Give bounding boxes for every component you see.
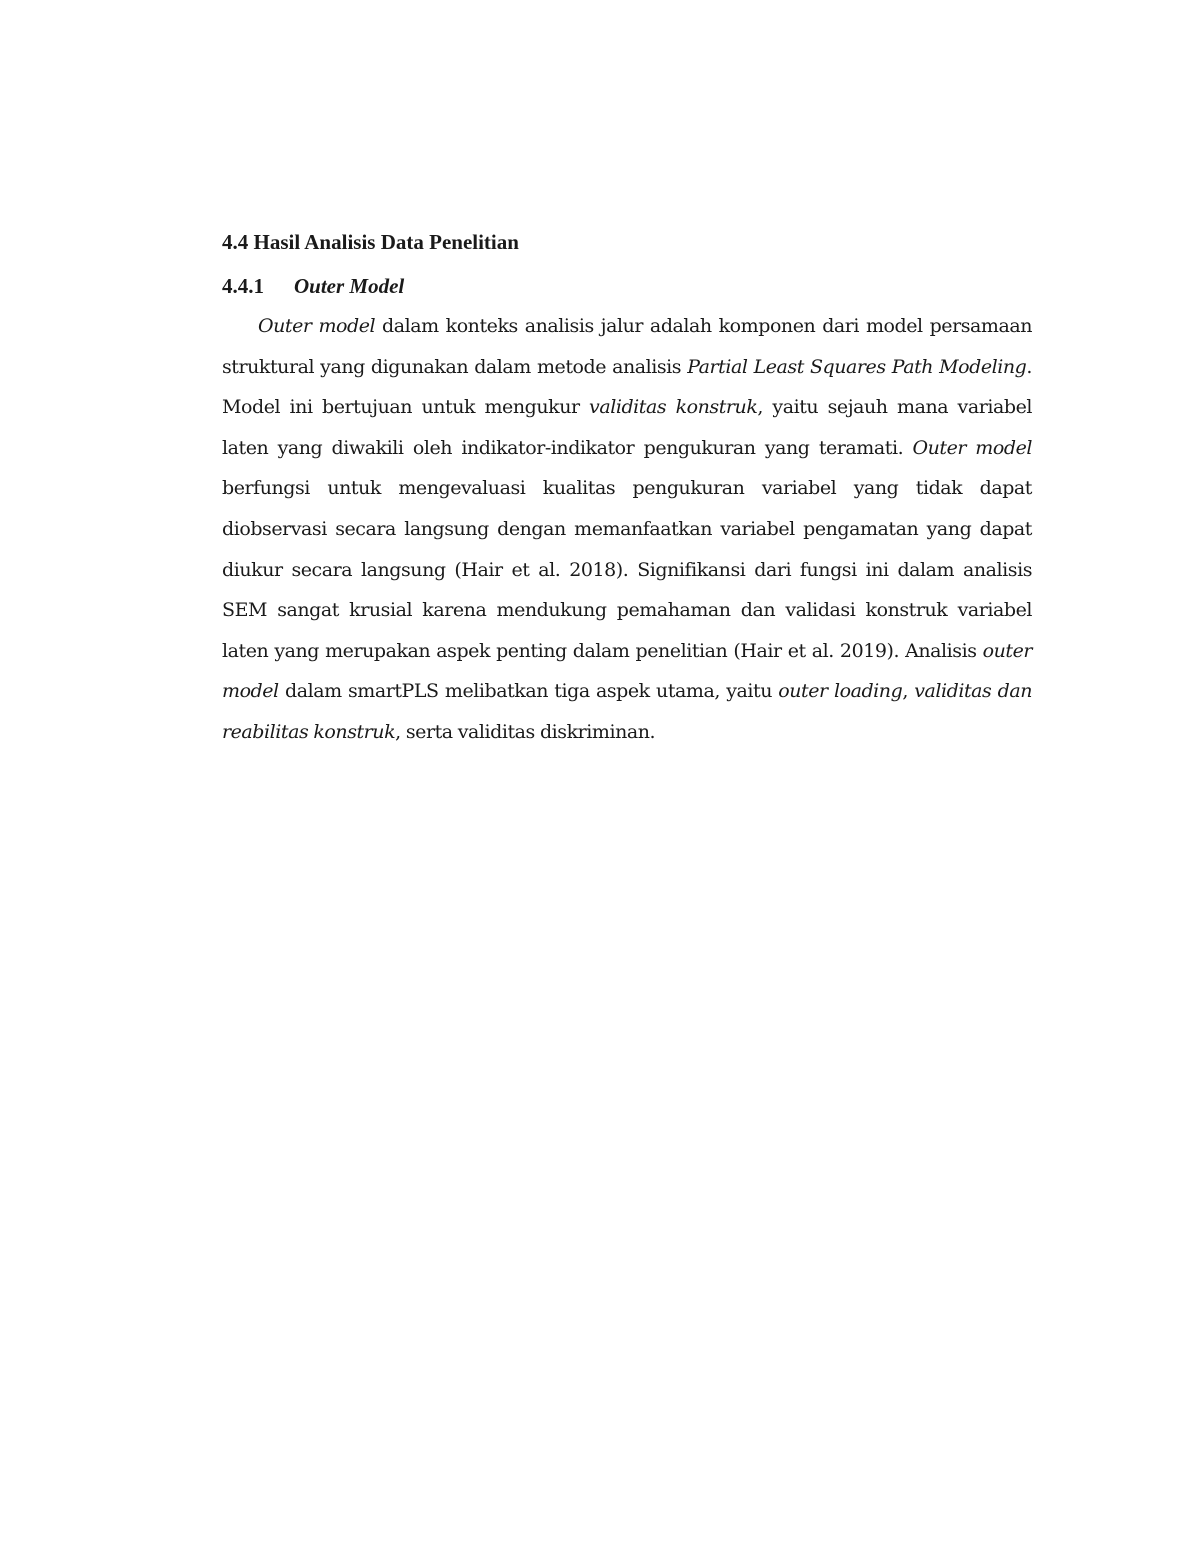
subsection-title: Outer Model <box>294 274 405 298</box>
text-run: berfungsi untuk mengevaluasi kualitas pengukuran variabel yang tidak dapat diobservasi secara langsung dengan memanfaatkan variabel pengamatan yang dapat diukur secara langsung (Hair et al. 2018). Signifikansi dari fungsi ini dalam analisis SEM sangat krusial karena mendukung pemahaman dan validasi konstruk variabel laten yang merupakan aspek penting dalam penelitian (Hair et al. 2019). Analisis <box>222 477 1032 662</box>
text-run: , serta validitas diskriminan. <box>395 720 656 743</box>
section-heading: 4.4 Hasil Analisis Data Penelitian <box>222 230 519 254</box>
subsection-heading <box>222 270 1032 302</box>
text-run: , yaitu sejauh mana variabel laten yang diwakili oleh indikator-indikator pengukuran yang teramati. <box>222 396 1032 459</box>
italic-term: Partial Least Squares Path Modeling <box>687 355 1027 378</box>
italic-term: validitas konstruk <box>589 396 758 419</box>
body-paragraph <box>222 306 1032 753</box>
subsection-number: 4.4.1 <box>222 274 264 298</box>
italic-term: validitas dan reabilitas konstruk <box>222 680 1032 743</box>
text-run: dalam smartPLS melibatkan tiga aspek utama, yaitu <box>278 680 779 703</box>
italic-term: Outer model <box>912 436 1032 459</box>
italic-term: outer model <box>222 639 1032 703</box>
text-run: . Model ini bertujuan untuk mengukur <box>222 355 1032 419</box>
document-page <box>222 226 1032 753</box>
italic-term: outer loading <box>778 680 903 703</box>
text-run: , <box>902 680 915 703</box>
italic-term: Outer model <box>258 315 376 337</box>
text-run: dalam konteks analisis jalur adalah komponen dari model persamaan struktural yang digunakan dalam metode analisis <box>222 315 1033 378</box>
